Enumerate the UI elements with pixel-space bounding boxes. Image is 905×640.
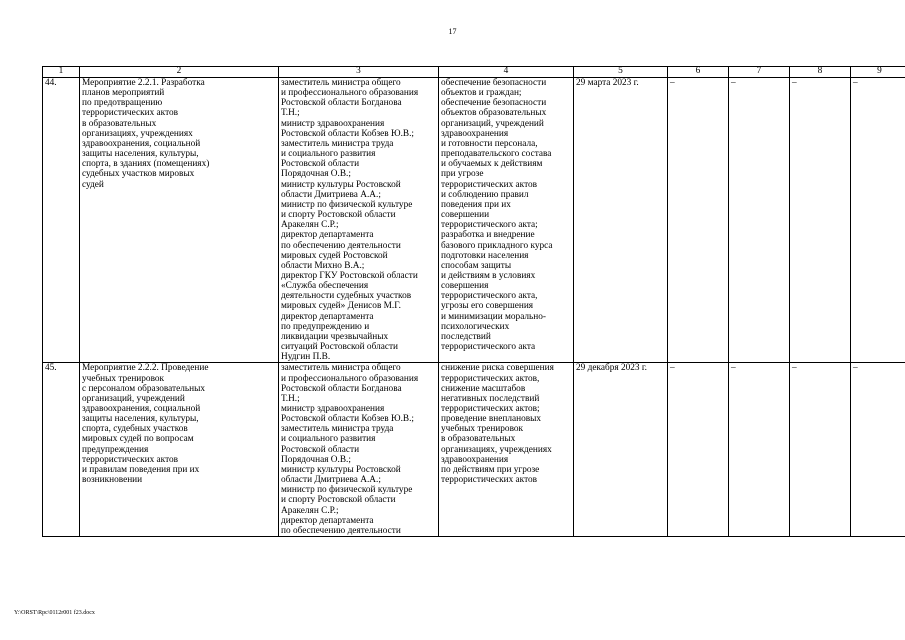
responsible-executor: заместитель министра общего и профессионального образования Ростовской области Богданова Т.Н.; министр здравоохранения Ростовской области Кобзев Ю.В.; заместитель министра труда и социального развития Ростовской области Порядочная О.В.; министр культуры Ростовской области Дмитриева А.А.; министр по физической культуре и спорту Ростовской области Аракелян С.Р.; директор департамента по обеспечению деятельности	[279, 363, 439, 537]
column-header: 4	[439, 67, 574, 78]
column-header: 1	[43, 67, 80, 78]
deadline-date: 29 марта 2023 г.	[574, 78, 668, 363]
table-row	[43, 363, 905, 537]
column-header: 8	[790, 67, 851, 78]
column-header: 6	[668, 67, 729, 78]
value-cell: –	[729, 363, 790, 537]
value-cell: –	[790, 78, 851, 363]
column-header: 2	[80, 67, 279, 78]
event-name: Мероприятие 2.2.1. Разработка планов мероприятий по предотвращению террористических актов в образовательных организациях, учреждениях здравоохранения, социальной защиты населения, культуры, спорта, в зданиях (помещениях) судебных участков мировых судей	[80, 78, 279, 363]
column-header: 5	[574, 67, 668, 78]
responsible-executor: заместитель министра общего и профессионального образования Ростовской области Богданова Т.Н.; министр здравоохранения Ростовской области Кобзев Ю.В.; заместитель министра труда и социального развития Ростовской области Порядочная О.В.; министр культуры Ростовской области Дмитриева А.А.; министр по физической культуре и спорту Ростовской области Аракелян С.Р.; директор департамента по обеспечению деятельности мировых судей Ростовской области Михно В.А.; директор ГКУ Ростовской области «Служба обеспечения деятельности судебных участков мировых судей» Денисов М.Г. директор департамента по предупреждению и ликвидации чрезвычайных ситуаций Ростовской области Нудгин П.В.	[279, 78, 439, 363]
file-path-footer: Y:\ORST\Rpc\0112r001 f23.docx	[14, 610, 95, 616]
table-row	[43, 78, 905, 363]
value-cell: –	[851, 78, 905, 363]
value-cell: –	[851, 363, 905, 537]
measures-table	[42, 66, 905, 537]
column-number-row	[43, 67, 905, 78]
value-cell: –	[790, 363, 851, 537]
row-number: 44.	[43, 78, 80, 363]
value-cell: –	[668, 363, 729, 537]
value-cell: –	[668, 78, 729, 363]
row-number: 45.	[43, 363, 80, 537]
expected-result: снижение риска совершения террористических актов, снижение масштабов негативных последствий террористических актов; проведение внеплановых учебных тренировок в образовательных организациях, учреждениях здравоохранения по действиям при угрозе террористических актов	[439, 363, 574, 537]
column-header: 7	[729, 67, 790, 78]
value-cell: –	[729, 78, 790, 363]
column-header: 9	[851, 67, 905, 78]
event-name: Мероприятие 2.2.2. Проведение учебных тренировок с персоналом образовательных организаций, учреждений здравоохранения, социальной защиты населения, культуры, спорта, судебных участков мировых судей по вопросам предупреждения террористических актов и правилам поведения при их возникновении	[80, 363, 279, 537]
deadline-date: 29 декабря 2023 г.	[574, 363, 668, 537]
expected-result: обеспечение безопасности объектов и граждан; обеспечение безопасности объектов образовательных организаций, учреждений здравоохранения и готовности персонала, преподавательского состава и обучаемых к действиям при угрозе террористических актов и соблюдению правил поведения при их совершении террористического акта; разработка и внедрение базового прикладного курса подготовки населения способам защиты и действиям в условиях совершения террористического акта, угрозы его совершения и минимизации морально- психологических последствий террористического акта	[439, 78, 574, 363]
page-number: 17	[448, 27, 457, 36]
column-header: 3	[279, 67, 439, 78]
